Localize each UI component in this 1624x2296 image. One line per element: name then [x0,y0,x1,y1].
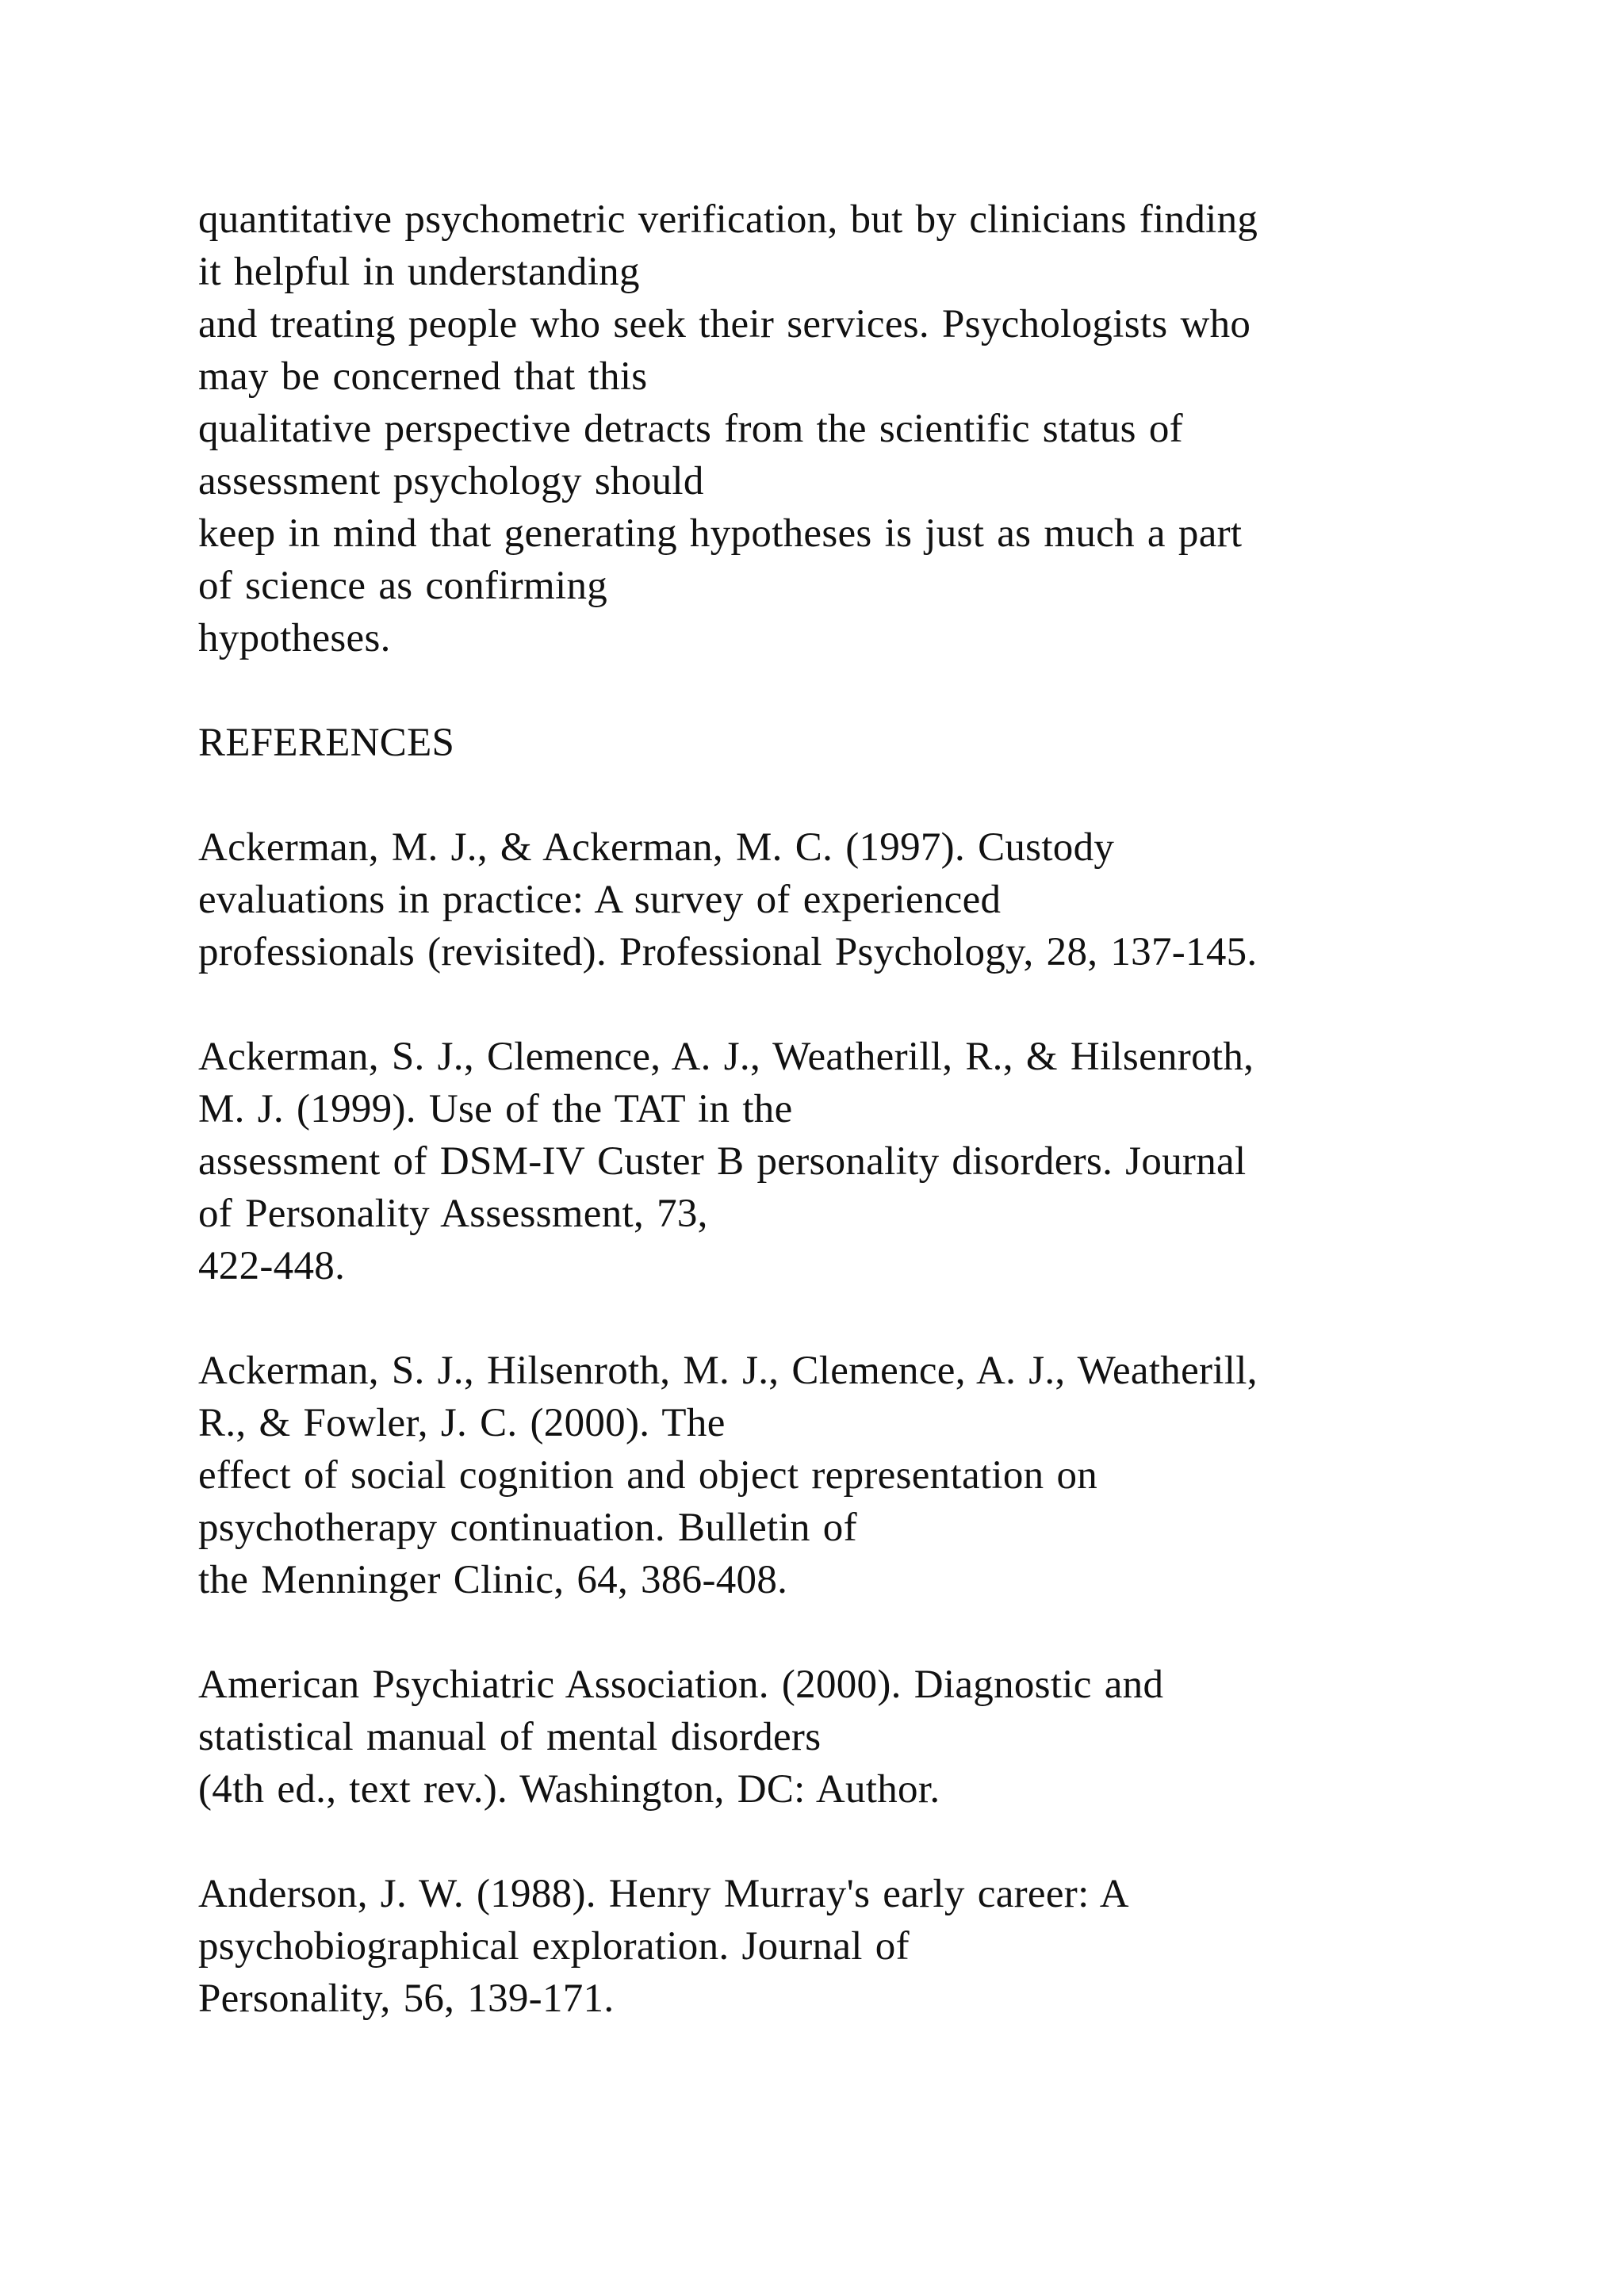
reference-line: M. J. (1999). Use of the TAT in the [198,1087,793,1131]
intro-paragraph [198,193,1507,664]
reference-line: the Menninger Clinic, 64, 386-408. [198,1558,788,1602]
reference-line: psychobiographical exploration. Journal of [198,1924,910,1969]
spacer [198,978,1507,1031]
reference-line: Anderson, J. W. (1988). Henry Murray's early career: A [198,1872,1129,1916]
reference-entry [198,1031,1507,1292]
reference-line: psychotherapy continuation. Bulletin of [198,1506,857,1550]
references-heading: REFERENCES [198,721,455,765]
reference-entry [198,1659,1507,1816]
reference-line: (4th ed., text rev.). Washington, DC: Author. [198,1767,940,1812]
reference-line: Personality, 56, 139-171. [198,1976,615,2021]
paragraph-line: and treating people who seek their services. Psychologists who [198,302,1251,346]
paragraph-line: qualitative perspective detracts from the scientific status of [198,407,1183,451]
spacer [198,1816,1507,1868]
reference-line: Ackerman, M. J., & Ackerman, M. C. (1997). Custody [198,825,1115,870]
reference-line: statistical manual of mental disorders [198,1715,822,1759]
paragraph-line: may be concerned that this [198,354,648,399]
paragraph-line: assessment psychology should [198,459,704,503]
spacer [198,1292,1507,1345]
paragraph-line: quantitative psychometric verification, but by clinicians finding [198,197,1258,242]
spacer [198,769,1507,821]
reference-line: evaluations in practice: A survey of experienced [198,878,1002,922]
paragraph-line: it helpful in understanding [198,250,640,294]
document-text [198,193,1507,2025]
reference-line: professionals (revisited). Professional Psychology, 28, 137-145. [198,930,1258,974]
spacer [198,664,1507,717]
reference-line: effect of social cognition and object representation on [198,1453,1098,1498]
reference-entry [198,821,1507,978]
reference-line: assessment of DSM-IV Custer B personality disorders. Journal [198,1139,1247,1184]
reference-entry [198,1345,1507,1606]
reference-entry [198,1868,1507,2025]
paragraph-line: of science as confirming [198,564,608,608]
reference-line: Ackerman, S. J., Clemence, A. J., Weatherill, R., & Hilsenroth, [198,1035,1254,1079]
paragraph-line: keep in mind that generating hypotheses is just as much a part [198,511,1243,556]
reference-line: 422-448. [198,1244,346,1288]
reference-line: American Psychiatric Association. (2000). Diagnostic and [198,1663,1164,1707]
paragraph-line: hypotheses. [198,616,391,660]
reference-line: of Personality Assessment, 73, [198,1192,708,1236]
reference-line: R., & Fowler, J. C. (2000). The [198,1401,726,1445]
spacer [198,1606,1507,1659]
reference-line: Ackerman, S. J., Hilsenroth, M. J., Clemence, A. J., Weatherill, [198,1349,1258,1393]
